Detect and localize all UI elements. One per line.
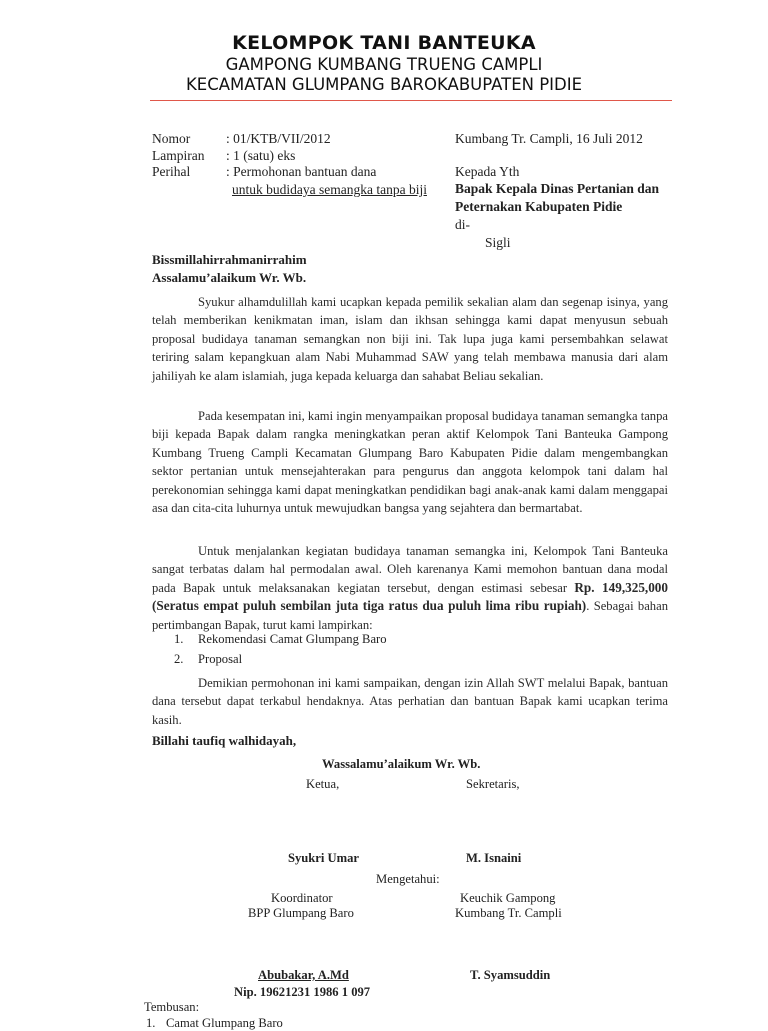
recipient-line1: Bapak Kepala Dinas Pertanian dan	[455, 181, 660, 196]
greeting-bismillah: Bissmillahirrahmanirrahim	[152, 252, 307, 267]
recipient-line2: Peternakan Kabupaten Pidie	[455, 199, 623, 214]
tembusan-label: Tembusan:	[144, 1000, 200, 1014]
lampiran-label: Lampiran	[152, 148, 205, 163]
sekretaris-title: Sekretaris,	[466, 777, 520, 791]
body-paragraph-3: Untuk menjalankan kegiatan budidaya tanaman semangka ini, Kelompok Tani Banteuka sangat terbatas dalam hal permodalan awal. Oleh karenanya Kami memohon bantuan dana modal pada Bapak untuk melaksanakan kegiatan tersebut, dengan estimasi sebesar Rp. 149,325,000 (Seratus empat puluh sembilan juta tiga ratus dua puluh lima ribu rupiah). Sebagai bahan pertimbangan Bapak, turut kami lampirkan:	[152, 544, 668, 632]
nomor-label: Nomor	[152, 131, 191, 146]
recipient-city: Sigli	[485, 235, 511, 250]
list-item-1: Rekomendasi Camat Glumpang Baro	[198, 632, 387, 646]
perihal-value-cont: untuk budidaya semangka tanpa biji	[232, 182, 427, 197]
koordinator-name: Abubakar, A.Md	[258, 968, 349, 982]
body-paragraph-1: Syukur alhamdulillah kami ucapkan kepada pemilik sekalian alam dan segenap isinya, yang telah memberikan kenikmatan iman, islam dan ikhsan sehingga kami dapat menyusun sebuah proposal budidaya tanaman semangkan non biji ini. Tak lupa juga kami persembahkan selawat teriring salam kepangkuan alam Nabi Muhammad SAW yang telah membawa manusia dari alam jahiliyah ke alam islamiah, juga kepada keluarga dan sahabat Beliau sekalian.	[152, 295, 668, 383]
sekretaris-name: M. Isnaini	[466, 851, 522, 865]
recipient-intro: Kepada Yth	[455, 164, 520, 179]
list-item-2: Proposal	[198, 652, 243, 666]
list-item-2-num: 2.	[174, 652, 184, 666]
closing-line: Billahi taufiq walhidayah,	[152, 733, 297, 748]
koordinator-title-1: Koordinator	[271, 891, 333, 905]
ketua-name: Syukri Umar	[288, 851, 360, 865]
koordinator-title-2: BPP Glumpang Baro	[248, 906, 354, 920]
nomor-value: : 01/KTB/VII/2012	[226, 131, 331, 146]
amount-requested: Rp. 149,325,000 (Seratus empat puluh sembilan juta tiga ratus dua puluh lima ribu rupiah)	[152, 579, 668, 614]
list-item-1-num: 1.	[174, 632, 184, 646]
greeting-salam: Assalamu’alaikum Wr. Wb.	[152, 270, 307, 285]
tembusan-item-1: Camat Glumpang Baro	[166, 1016, 283, 1030]
mengetahui-label: Mengetahui:	[376, 872, 440, 886]
koordinator-nip: Nip. 19621231 1986 1 097	[234, 985, 371, 999]
place-date: Kumbang Tr. Campli, 16 Juli 2012	[455, 131, 643, 146]
keuchik-name: T. Syamsuddin	[470, 968, 551, 982]
ketua-title: Ketua,	[306, 777, 340, 791]
letterhead-district: KECAMATAN GLUMPANG BAROKABUPATEN PIDIE	[185, 75, 583, 94]
keuchik-title-2: Kumbang Tr. Campli	[455, 906, 562, 920]
letterhead-divider	[150, 100, 672, 101]
letterhead-org: KELOMPOK TANI BANTEUKA	[232, 32, 536, 54]
recipient-di: di-	[455, 217, 470, 232]
lampiran-value: : 1 (satu) eks	[226, 148, 296, 163]
body-paragraph-2: Pada kesempatan ini, kami ingin menyampaikan proposal budidaya tanaman semangka tanpa biji kepada Bapak dalam rangka meningkatkan peran aktif Kelompok Tani Banteuka Gampong Kumbang Trueng Campli Kecamatan Glumpang Baro Kabupaten Pidie dalam mengembangkan sektor pertanian untuk mensejahterakan para pengurus dan anggota kelompok tani dalam hal perekonomian sehingga kami dapat meningkatkan pendidikan bagi anak-anak kami dalam menggapai asa dan cita-cita luhurnya untuk mewujudkan bangsa yang sejahtera dan bermartabat.	[152, 409, 668, 516]
perihal-value: : Permohonan bantuan dana	[226, 164, 377, 179]
letterhead-village: GAMPONG KUMBANG TRUENG CAMPLI	[225, 55, 543, 74]
keuchik-title-1: Keuchik Gampong	[460, 891, 556, 905]
perihal-label: Perihal	[152, 164, 191, 179]
body-paragraph-4: Demikian permohonan ini kami sampaikan, dengan izin Allah SWT melalui Bapak, bantuan dana tersebut dapat terkabul hendaknya. Atas perhatian dan bantuan Bapak kami ucapkan terima kasih.	[152, 676, 668, 727]
tembusan-item-1-num: 1.	[146, 1016, 156, 1030]
salam-penutup: Wassalamu’alaikum Wr. Wb.	[322, 757, 481, 771]
